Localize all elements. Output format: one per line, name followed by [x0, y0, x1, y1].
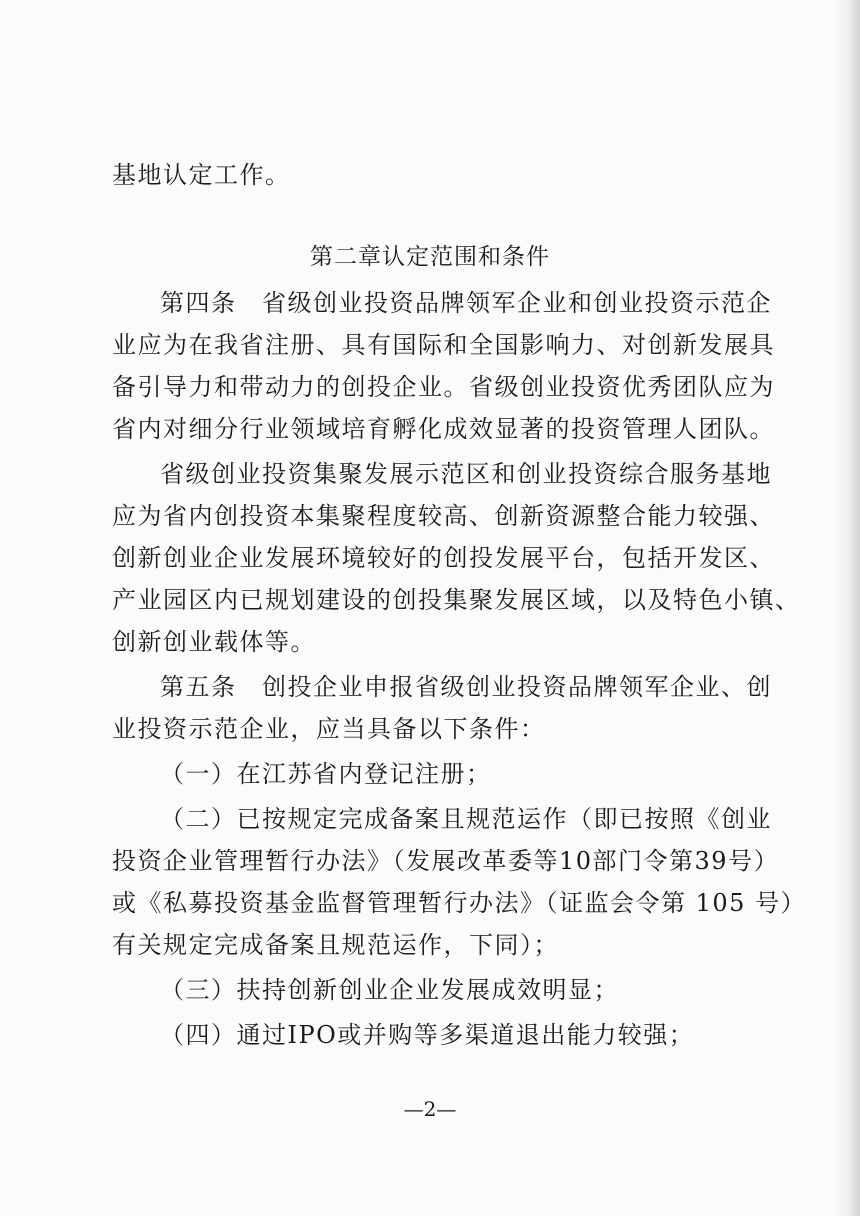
text-line: 备引导力和带动力的创投企业。省级创业投资优秀团队应为 — [112, 373, 775, 401]
condition-item-3: （三）扶持创新创业企业发展成效明显； — [160, 976, 619, 1004]
article-4-first-line: 第四条 省级创业投资品牌领军企业和创业投资示范企 — [160, 289, 772, 317]
article-5-first-line: 第五条 创投企业申报省级创业投资品牌领军企业、创 — [160, 673, 772, 701]
text-line: 应为省内创投资本集聚程度较高、创新资源整合能力较强、 — [112, 502, 775, 530]
condition-item-4: （四）通过IPO或并购等多渠道退出能力较强； — [160, 1021, 695, 1049]
scan-shadow-edge — [834, 0, 860, 1216]
page-number: —2— — [403, 1097, 457, 1121]
text-line: 产业园区内已规划建设的创投集聚发展区域，以及特色小镇、 — [112, 586, 801, 614]
text-line: 或《私募投资基金监督管理暂行办法》（证监会令第 105 号） — [112, 889, 807, 917]
text-line: 省内对细分行业领域培育孵化成效显著的投资管理人团队。 — [112, 415, 775, 443]
text-line: 基地认定工作。 — [112, 161, 291, 189]
text-line: 投资企业管理暂行办法》（发展改革委等10部门令第39号） — [112, 847, 780, 875]
text-line: 有关规定完成备案且规范运作，下同）； — [112, 931, 559, 959]
text-line: 业应为在我省注册、具有国际和全国影响力、对创新发展具 — [112, 331, 775, 359]
chapter-heading: 第二章认定范围和条件 — [310, 244, 550, 270]
text-line: 创新创业企业发展环境较好的创投发展平台，包括开发区、 — [112, 544, 775, 572]
text-line: 创新创业载体等。 — [112, 628, 316, 656]
condition-item-1: （一）在江苏省内登记注册； — [160, 760, 492, 788]
condition-item-2: （二）已按规定完成备案且规范运作（即已按照《创业 — [160, 805, 772, 833]
paragraph-first-line: 省级创业投资集聚发展示范区和创业投资综合服务基地 — [160, 460, 772, 488]
text-line: 业投资示范企业，应当具备以下条件： — [112, 715, 546, 743]
